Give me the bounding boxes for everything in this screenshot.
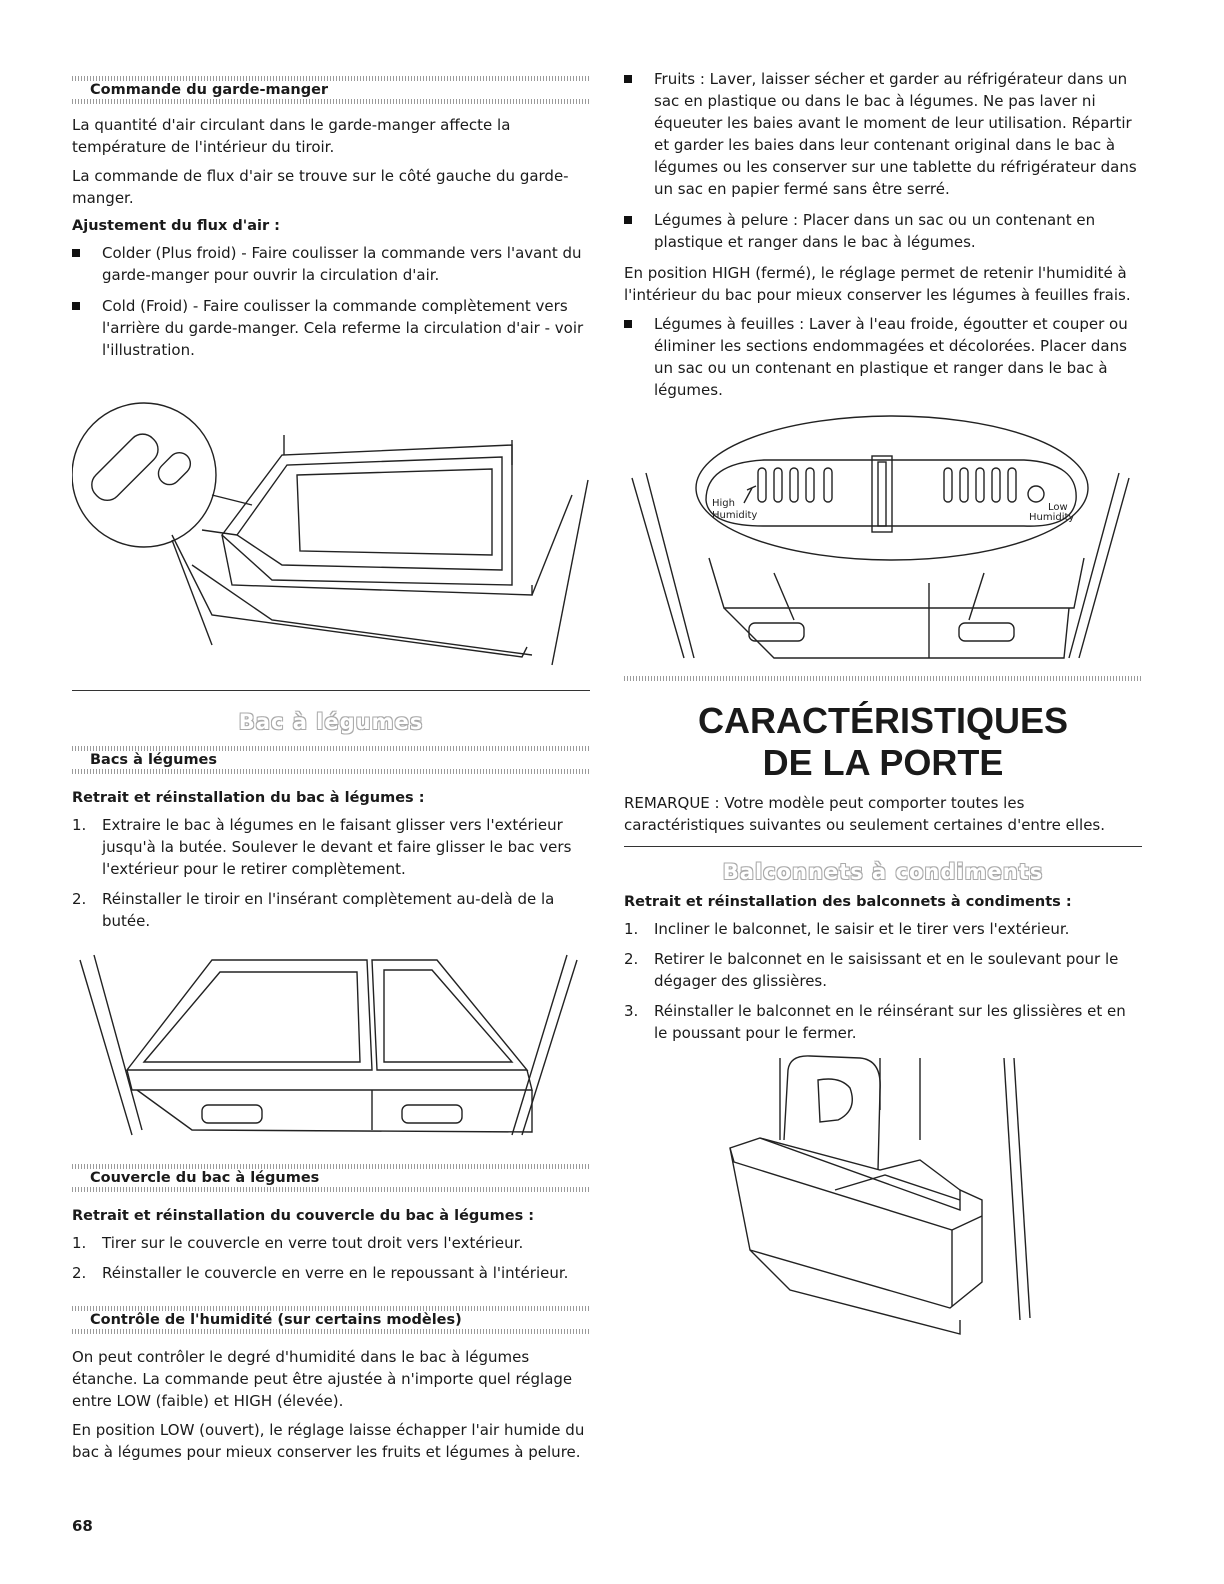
list-item: Colder (Plus froid) - Faire coulisser la commande vers l'avant du garde-manger pour ouvrir la circulation d'air. xyxy=(72,242,590,286)
door-bins-steps xyxy=(624,918,1142,1044)
divider xyxy=(624,846,1142,847)
cover-subheading: Retrait et réinstallation du couvercle du bac à légumes : xyxy=(72,1208,535,1224)
door-bins-section xyxy=(624,860,1142,1052)
humidity-block xyxy=(72,1306,590,1470)
divider xyxy=(72,690,590,691)
title-line-1: CARACTÉRISTIQUES xyxy=(697,700,1069,741)
humidity-paragraph-2: En position LOW (ouvert), le réglage laisse échapper l'air humide du bac à légumes pour mieux conserver les fruits et légumes à pelure. xyxy=(72,1421,585,1461)
list-item: Légumes à pelure : Placer dans un sac ou un contenant en plastique et ranger dans le bac à légumes. xyxy=(624,209,1142,253)
humidity-paragraph-1: On peut contrôler le degré d'humidité dans le bac à légumes étanche. La commande peut être ajustée à n'importe quel réglage entre LOW (faible) et HIGH (élevée). xyxy=(72,1348,573,1410)
crispers-subheading: Retrait et réinstallation du bac à légumes : xyxy=(72,790,425,806)
list-item: Cold (Froid) - Faire coulisser la commande complètement vers l'arrière du garde-manger. Cela referme la circulation d'air - voir l'illustration. xyxy=(72,295,590,361)
list-item: 2. Retirer le balconnet en le saisissant et en le soulevant pour le dégager des glissières. xyxy=(624,950,1119,990)
list-item: 1. Extraire le bac à légumes en le faisant glisser vers l'extérieur jusqu'à la butée. Soulever le devant et faire glisser le bac vers l'extérieur pour le retirer complètement. xyxy=(72,816,572,878)
crispers-heading: Bacs à légumes xyxy=(72,746,590,774)
divider xyxy=(624,676,1142,681)
pantry-section xyxy=(72,76,590,370)
door-features-title xyxy=(624,700,1142,784)
storage-tips xyxy=(624,68,1142,410)
list-item: 1. Tirer sur le couvercle en verre tout droit vers l'extérieur. xyxy=(72,1234,524,1252)
high-position-paragraph: En position HIGH (fermé), le réglage permet de retenir l'humidité à l'intérieur du bac pour mieux conserver les légumes à feuilles frais. xyxy=(624,264,1131,304)
high-label: High xyxy=(712,498,735,509)
humidity-heading: Contrôle de l'humidité (sur certains modèles) xyxy=(72,1306,590,1334)
cover-steps xyxy=(72,1232,590,1284)
note-paragraph: REMARQUE : Votre modèle peut comporter toutes les caractéristiques suivantes ou seulement certaines d'entre elles. xyxy=(624,794,1106,834)
list-item: Fruits : Laver, laisser sécher et garder au réfrigérateur dans un sac en plastique ou dans le bac à légumes. Ne pas laver ni équeuter les baies avant le moment de leur utilisation. Répartir et garder les baies dans leur contenant original dans le bac à légumes ou les conserver sur une tablette du réfrigérateur dans un sac en papier fermé sans être serré. xyxy=(624,68,1142,200)
airflow-list xyxy=(72,242,590,361)
crispers-block xyxy=(72,746,590,940)
list-item: 1. Incliner le balconnet, le saisir et le tirer vers l'extérieur. xyxy=(624,920,1070,938)
door-bins-title: Balconnets à condiments xyxy=(722,860,1044,884)
high-sub-label: Humidity xyxy=(712,510,758,521)
crisper-section-title: Bac à légumes xyxy=(238,710,424,734)
pantry-illustration xyxy=(72,385,592,675)
door-bin-illustration xyxy=(720,1050,1050,1340)
airflow-heading: Ajustement du flux d'air : xyxy=(72,218,280,234)
low-sub-label: Humidity xyxy=(1029,512,1075,523)
pantry-heading: Commande du garde-manger xyxy=(72,76,590,104)
cover-heading: Couvercle du bac à légumes xyxy=(72,1164,590,1192)
cover-block xyxy=(72,1164,590,1292)
list-item: 2. Réinstaller le couvercle en verre en le repoussant à l'intérieur. xyxy=(72,1264,569,1282)
produce-list xyxy=(624,68,1142,253)
list-item: 2. Réinstaller le tiroir en l'insérant complètement au-delà de la butée. xyxy=(72,890,555,930)
title-line-2: DE LA PORTE xyxy=(762,742,1004,783)
page-number: 68 xyxy=(72,1517,93,1535)
crispers-steps xyxy=(72,814,590,932)
note-block xyxy=(624,792,1142,843)
list-item: 3. Réinstaller le balconnet en le réinsérant sur les glissières et en le poussant pour le fermer. xyxy=(624,1002,1126,1042)
leafy-list xyxy=(624,313,1142,401)
pantry-paragraph-1: La quantité d'air circulant dans le garde-manger affecte la température de l'intérieur du tiroir. xyxy=(72,116,511,156)
pantry-paragraph-2: La commande de flux d'air se trouve sur le côté gauche du garde-manger. xyxy=(72,167,569,207)
door-bins-subheading: Retrait et réinstallation des balconnets à condiments : xyxy=(624,894,1072,910)
list-item: Légumes à feuilles : Laver à l'eau froide, égoutter et couper ou éliminer les sections endommagées et décolorées. Placer dans un sac ou un contenant en plastique et ranger dans le bac à légumes. xyxy=(624,313,1142,401)
humidity-control-illustration xyxy=(624,408,1144,666)
crisper-section xyxy=(72,710,590,734)
low-label: Low xyxy=(1048,502,1068,513)
crisper-bins-illustration xyxy=(72,950,592,1145)
